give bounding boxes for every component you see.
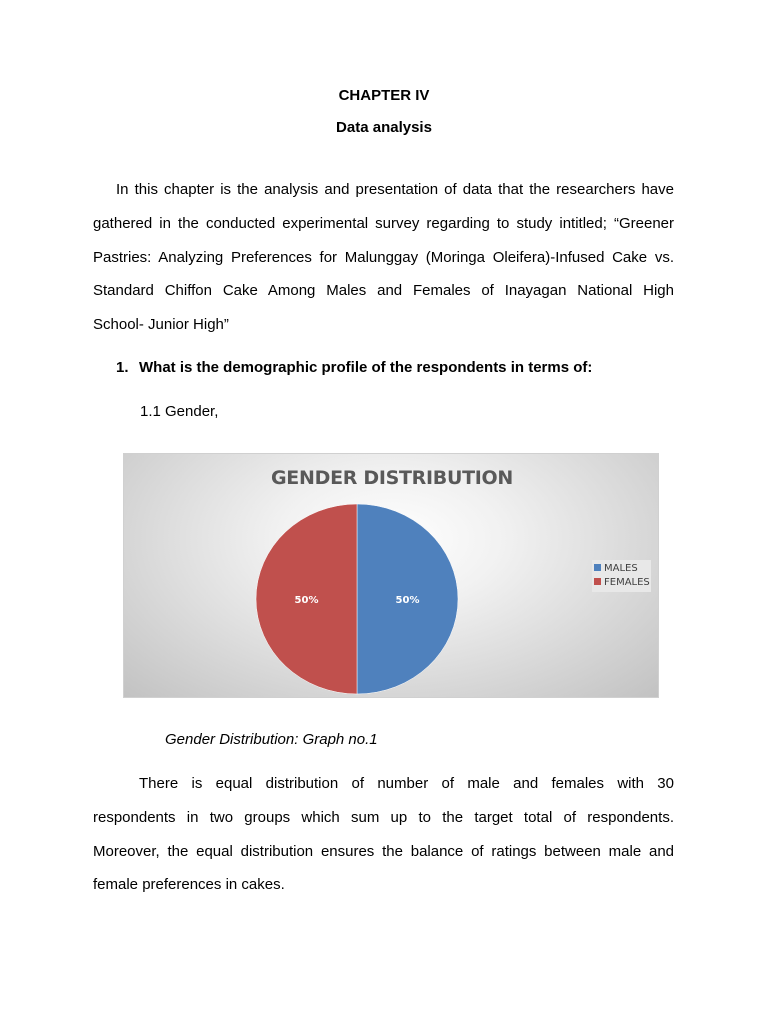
- chart-caption: Gender Distribution: Graph no.1: [165, 731, 378, 748]
- subheading: 1.1 Gender,: [140, 403, 219, 420]
- paragraph-line: There is equal distribution of number of male and females with 30: [139, 775, 674, 792]
- chapter-subtitle: Data analysis: [336, 119, 432, 136]
- paragraph-line: female preferences in cakes.: [93, 876, 285, 894]
- paragraph-line: Pastries: Analyzing Preferences for Malunggay (Moringa Oleifera)-Infused Cake vs.: [93, 248, 674, 266]
- legend-swatch-males: [594, 564, 601, 571]
- pie-data-label: 50%: [395, 595, 420, 606]
- legend-item-males: [594, 562, 638, 575]
- paragraph-line: Moreover, the equal distribution ensures the balance of ratings between male and: [93, 842, 674, 860]
- legend-label: MALES: [604, 563, 638, 574]
- paragraph-line: Standard Chiffon Cake Among Males and Females of Inayagan National High: [93, 282, 674, 300]
- intro-paragraph: [93, 173, 674, 342]
- question-text: What is the demographic profile of the respondents in terms of:: [139, 359, 593, 376]
- pie-data-label: 50%: [294, 595, 319, 606]
- question-number: 1.: [116, 359, 129, 376]
- chapter-heading: CHAPTER IV: [338, 87, 430, 104]
- paragraph-line: respondents in two groups which sum up to the target total of respondents.: [93, 808, 674, 826]
- legend-item-females: [594, 576, 650, 589]
- chart-title: GENDER DISTRIBUTION: [271, 467, 513, 489]
- paragraph-line: gathered in the conducted experimental survey regarding to study intitled; “Greener: [93, 214, 674, 232]
- gender-pie-chart: [123, 453, 659, 698]
- pie-chart-svg: [124, 454, 660, 699]
- legend-label: FEMALES: [604, 577, 650, 588]
- chart-legend: [592, 560, 651, 592]
- legend-swatch-females: [594, 578, 601, 585]
- paragraph-line: In this chapter is the analysis and presentation of data that the researchers have: [116, 181, 674, 198]
- paragraph-line: School- Junior High”: [93, 316, 229, 334]
- research-question: [116, 359, 592, 376]
- conclusion-paragraph: [93, 767, 674, 902]
